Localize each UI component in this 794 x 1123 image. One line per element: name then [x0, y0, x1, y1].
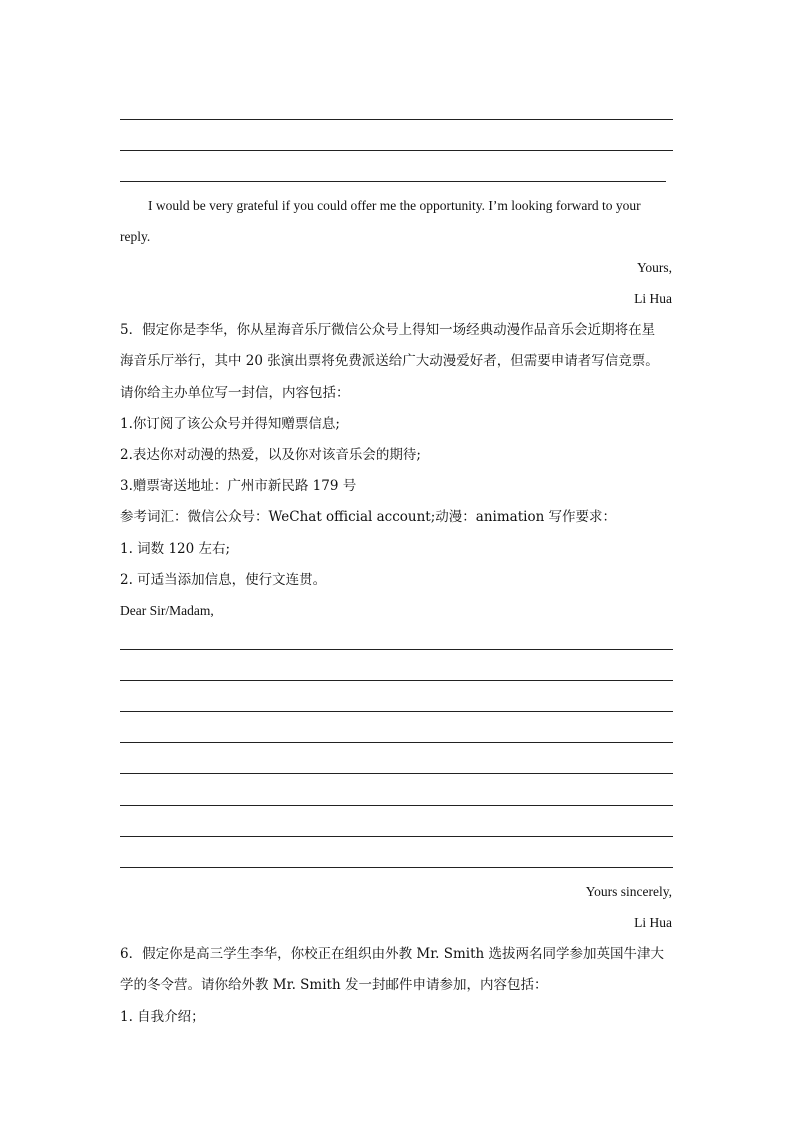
- q5-signature: Li Hua: [634, 915, 672, 930]
- q5-line1: 5．假定你是李华，你从星海音乐厅微信公众号上得知一场经典动漫作品音乐会近期将在星: [120, 322, 656, 338]
- q5-req2: 2. 可适当添加信息，使行文连贯。: [120, 572, 327, 588]
- writing-line: [120, 119, 673, 120]
- q5-point3: 3.赠票寄送地址：广州市新民路 179 号: [120, 478, 357, 494]
- writing-line: [120, 680, 673, 681]
- q5-salutation: Dear Sir/Madam,: [120, 603, 214, 618]
- writing-line: [120, 805, 673, 806]
- closing-paragraph-line2: reply.: [120, 229, 151, 244]
- q6-line1: 6．假定你是高三学生李华，你校正在组织由外教 Mr. Smith 选拔两名同学参加英国牛津大: [120, 946, 665, 962]
- q5-line3: 请你给主办单位写一封信，内容包括：: [120, 385, 350, 401]
- signoff: Yours,: [636, 260, 672, 275]
- q5-vocab: 参考词汇：微信公众号：WeChat official account;动漫：animation 写作要求：: [120, 509, 617, 525]
- q5-req1: 1. 词数 120 左右;: [120, 541, 231, 557]
- q5-point1: 1.你订阅了该公众号并得知赠票信息;: [120, 416, 340, 432]
- writing-line: [120, 742, 673, 743]
- q6-line2: 学的冬令营。请你给外教 Mr. Smith 发一封邮件申请参加，内容包括：: [120, 977, 548, 993]
- writing-line: [120, 836, 673, 837]
- writing-line: [120, 649, 673, 650]
- q6-point1: 1. 自我介绍；: [120, 1009, 205, 1025]
- q5-line2: 海音乐厅举行，其中 20 张演出票将免费派送给广大动漫爱好者，但需要申请者写信竞票。: [120, 353, 659, 369]
- writing-line: [120, 867, 673, 868]
- writing-line: [120, 181, 666, 182]
- writing-line: [120, 150, 673, 151]
- writing-line: [120, 711, 673, 712]
- closing-paragraph-line1: I would be very grateful if you could offer me the opportunity. I’m looking forward to your: [148, 198, 641, 213]
- signature: Li Hua: [634, 291, 672, 306]
- q5-signoff: Yours sincerely,: [585, 884, 672, 899]
- q5-point2: 2.表达你对动漫的热爱，以及你对该音乐会的期待;: [120, 447, 421, 463]
- writing-line: [120, 773, 673, 774]
